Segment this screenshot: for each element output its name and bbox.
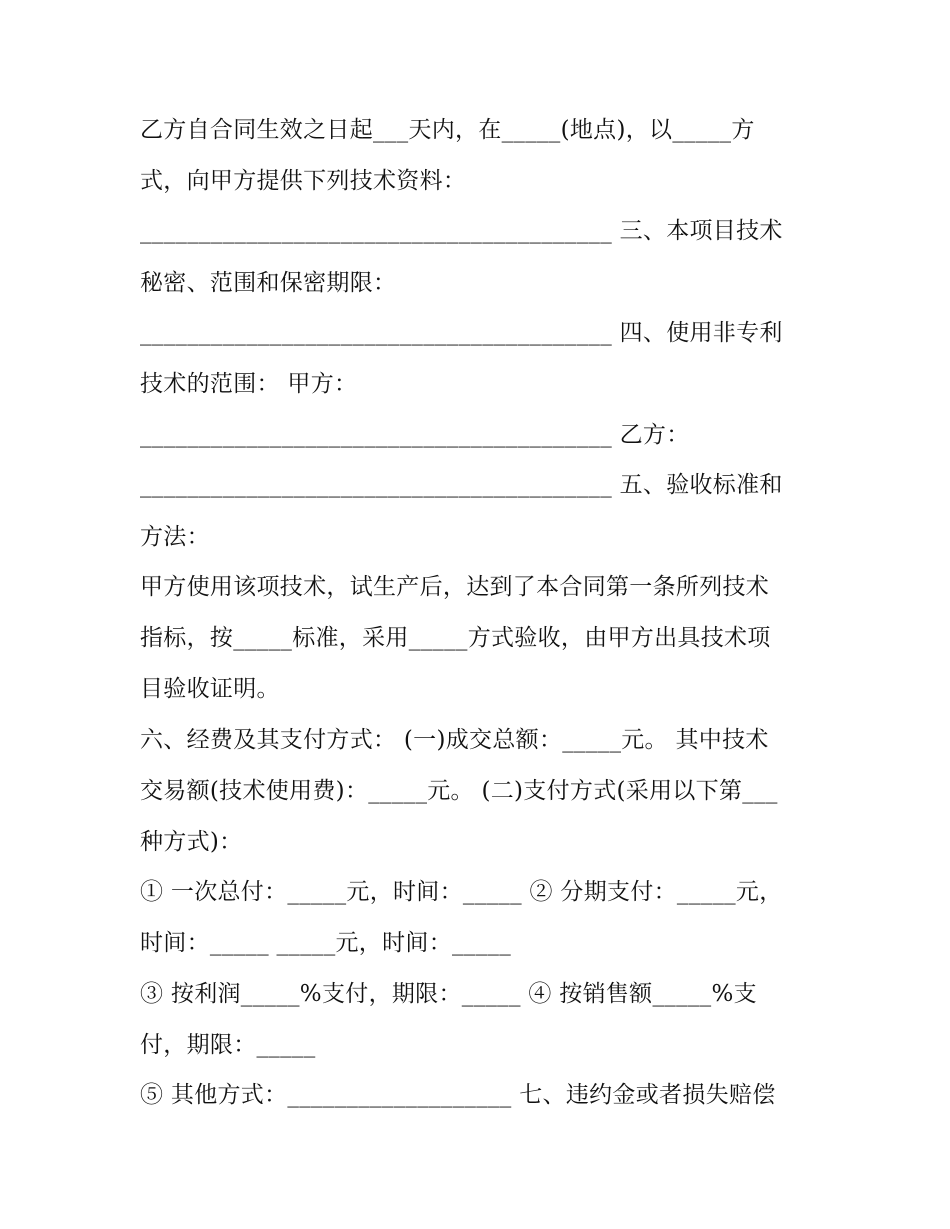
text-line: 种方式)：	[140, 829, 243, 855]
text-line: 式，向甲方提供下列技术资料：	[140, 168, 467, 194]
text-line: ① 一次总付：_____元，时间：_____ ② 分期支付：_____元，	[140, 879, 783, 905]
text-line: 付，期限：_____	[140, 1032, 316, 1058]
text-line: 六、经费及其支付方式： (一)成交总额：_____元。 其中技术	[140, 727, 769, 753]
text-line: ________________________________________ 三、本项目技术	[140, 218, 783, 244]
text-line: 时间：_____ _____元，时间：_____	[140, 930, 512, 956]
text-line: 甲方使用该项技术，试生产后，达到了本合同第一条所列技术	[140, 574, 770, 600]
text-line: ________________________________________ 五、验收标准和	[140, 472, 783, 498]
text-line: 秘密、范围和保密期限：	[140, 270, 397, 296]
text-line: 技术的范围： 甲方：	[140, 371, 358, 397]
text-line: 指标，按_____标准，采用_____方式验收，由甲方出具技术项	[140, 625, 771, 651]
text-line: ________________________________________ 乙方：	[140, 422, 690, 448]
text-line: ⑤ 其他方式：___________________ 七、违约金或者损失赔偿	[140, 1082, 776, 1108]
text-line: 目验收证明。	[140, 676, 280, 702]
text-line: 交易额(技术使用费)：_____元。 (二)支付方式(采用以下第___	[140, 778, 778, 804]
text-line: ________________________________________ 四、使用非专利	[140, 320, 783, 346]
text-line: 方法：	[140, 524, 210, 550]
text-line: 乙方自合同生效之日起___天内，在_____(地点)，以_____方	[140, 117, 755, 143]
text-line: ③ 按利润_____%支付，期限：_____ ④ 按销售额_____%支	[140, 981, 757, 1007]
